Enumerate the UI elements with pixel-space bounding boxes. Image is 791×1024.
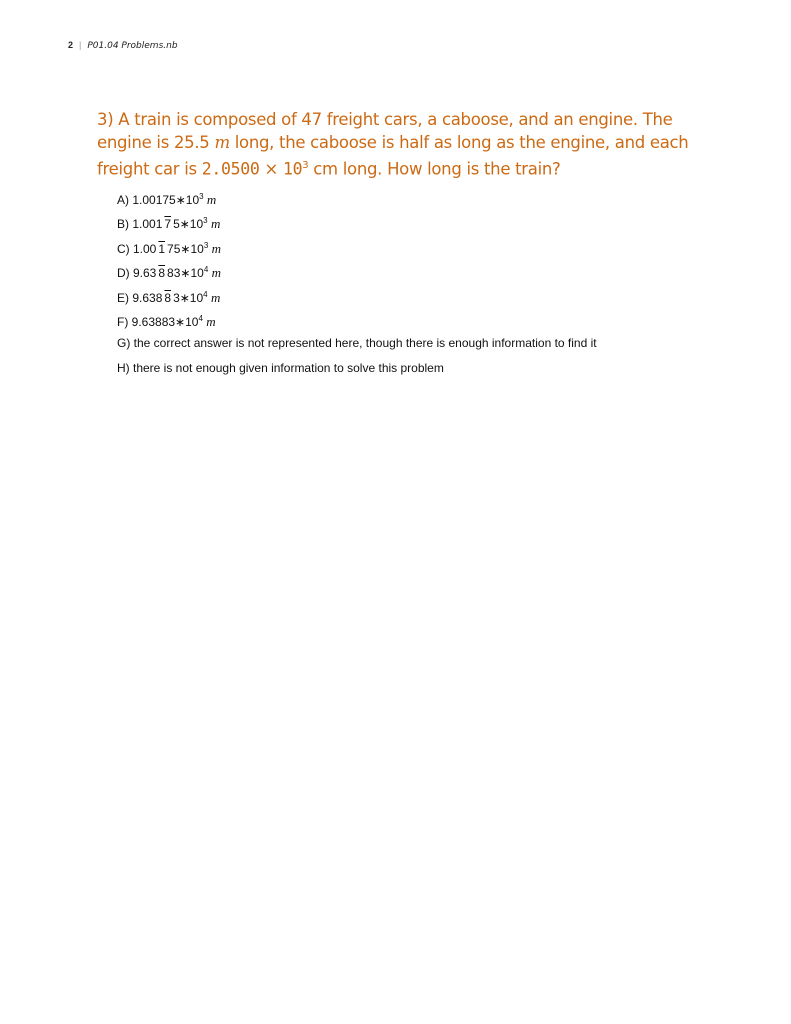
exponent: 4	[203, 265, 209, 275]
answer-option: G) the correct answer is not represented here, though there is enough information to find it	[117, 336, 597, 351]
unit: m	[206, 313, 216, 329]
page-number: 2	[68, 40, 74, 50]
times-ten: ∗10	[179, 290, 204, 305]
q-unit: m	[214, 133, 230, 152]
q-part: 3) A train is composed of 47 freight cars, a caboose, and an engine. The engine is 25.5	[97, 110, 673, 152]
times-ten: ∗10	[175, 193, 200, 207]
option-value: B) 1.001	[117, 217, 163, 232]
exponent: 3	[199, 192, 204, 201]
answer-option	[117, 311, 597, 335]
option-value-rest: 5	[173, 217, 180, 232]
q-exp: 3	[302, 160, 309, 171]
times-ten: ∗10	[175, 314, 199, 329]
answer-option	[117, 213, 597, 237]
q-times: ×	[259, 159, 283, 179]
unit: m	[211, 265, 221, 281]
exponent: 3	[203, 240, 209, 250]
unit: m	[206, 192, 217, 207]
unit: m	[210, 289, 221, 305]
overlined-digit: 8	[164, 290, 172, 305]
exponent: 4	[203, 289, 208, 299]
answer-option	[117, 262, 597, 286]
option-value: A) 1.00175	[117, 193, 176, 207]
overlined-digit: 8	[158, 266, 166, 281]
times-ten: ∗10	[180, 266, 204, 281]
q-number: 2.0500	[201, 159, 260, 179]
option-value-rest: 75	[167, 241, 181, 256]
q-base: 10	[282, 159, 303, 179]
overlined-digit: 7	[164, 217, 172, 232]
unit: m	[211, 240, 221, 256]
page-header: 2 | P01.04 Problems.nb	[68, 40, 178, 51]
question-text	[97, 108, 717, 181]
option-value-rest: 3	[173, 290, 180, 305]
answer-option	[117, 287, 597, 311]
answer-options	[117, 189, 597, 384]
answer-option	[117, 189, 597, 213]
answer-option	[117, 238, 597, 262]
q-part: cm long. How long is the train?	[308, 159, 561, 179]
overlined-digit: 1	[158, 241, 166, 256]
times-ten: ∗10	[180, 241, 204, 256]
option-value: F) 9.63883	[117, 314, 176, 329]
times-ten: ∗10	[179, 217, 204, 232]
option-value: E) 9.638	[117, 290, 163, 305]
answer-option: H) there is not enough given information to solve this problem	[117, 360, 444, 375]
q-part: long, the caboose is half as long as the engine, and each freight car is	[97, 133, 689, 179]
exponent: 3	[203, 216, 208, 226]
exponent: 4	[198, 313, 203, 323]
unit: m	[210, 216, 221, 232]
file-name: P01.04 Problems.nb	[87, 41, 178, 51]
option-value: C) 1.00	[117, 241, 157, 256]
option-value-rest: 83	[167, 266, 181, 281]
option-value: D) 9.63	[117, 266, 157, 281]
